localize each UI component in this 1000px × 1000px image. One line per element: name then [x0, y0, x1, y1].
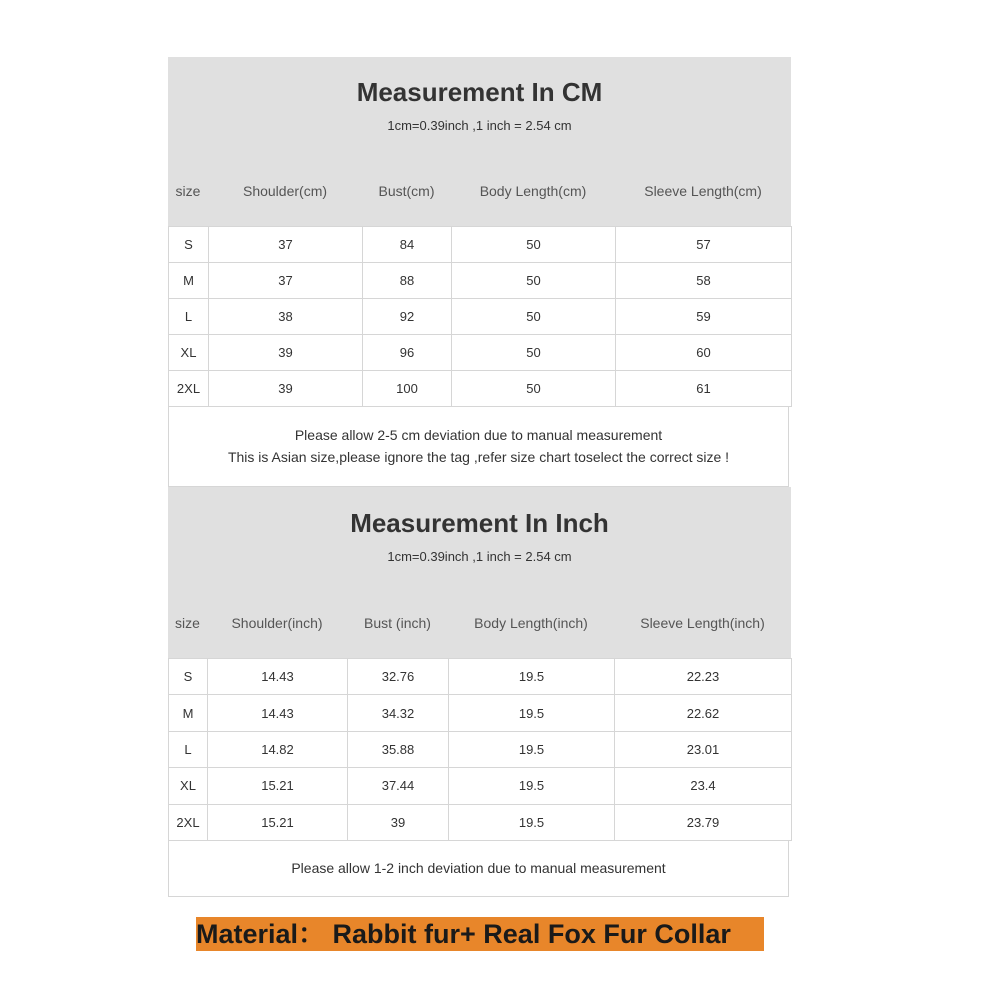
size-cell: M [169, 695, 208, 731]
inch-header-body-length: Body Length(inch) [474, 615, 588, 631]
size-cell: M [169, 263, 209, 299]
table-row [169, 804, 792, 840]
size-cell: 2XL [169, 371, 209, 407]
inch-conversion: 1cm=0.39inch ,1 inch = 2.54 cm [387, 549, 572, 564]
inch-size-table [168, 658, 792, 841]
table-row [169, 335, 792, 371]
table-cell: 39 [348, 804, 449, 840]
inch-header [168, 487, 791, 658]
cm-header-body-length: Body Length(cm) [479, 183, 587, 199]
table-cell: 19.5 [449, 731, 615, 767]
table-cell: 60 [616, 335, 792, 371]
table-cell: 38 [209, 299, 363, 335]
table-row [169, 768, 792, 804]
size-cell: L [169, 731, 208, 767]
table-cell: 50 [452, 335, 616, 371]
cm-note [168, 407, 789, 487]
size-cell: 2XL [169, 804, 208, 840]
asian-size-note: This is Asian size,please ignore the tag ,refer size chart toselect the correct size ! [227, 449, 730, 465]
inch-title: Measurement In Inch [350, 508, 609, 538]
table-cell: 19.5 [449, 695, 615, 731]
table-cell: 37 [209, 263, 363, 299]
table-row [169, 371, 792, 407]
cm-header [168, 57, 791, 226]
size-cell: S [169, 227, 209, 263]
cm-header-sleeve-length: Sleeve Length(cm) [644, 183, 762, 199]
inch-header-size: size [175, 615, 200, 631]
table-row [169, 263, 792, 299]
cm-header-shoulder: Shoulder(cm) [242, 183, 328, 199]
table-cell: 88 [363, 263, 452, 299]
table-row [169, 731, 792, 767]
size-cell: XL [169, 768, 208, 804]
cm-deviation-note: Please allow 2-5 cm deviation due to manual measurement [294, 427, 663, 443]
table-cell: 22.62 [615, 695, 792, 731]
table-cell: 34.32 [348, 695, 449, 731]
table-cell: 39 [209, 335, 363, 371]
inch-header-bust: Bust (inch) [364, 615, 431, 631]
table-cell: 84 [363, 227, 452, 263]
table-cell: 14.43 [208, 659, 348, 695]
inch-note [168, 841, 789, 897]
table-cell: 22.23 [615, 659, 792, 695]
table-cell: 50 [452, 227, 616, 263]
table-cell: 100 [363, 371, 452, 407]
table-cell: 23.79 [615, 804, 792, 840]
inch-header-shoulder: Shoulder(inch) [231, 615, 323, 631]
table-cell: 19.5 [449, 804, 615, 840]
size-cell: S [169, 659, 208, 695]
table-cell: 39 [209, 371, 363, 407]
table-cell: 23.01 [615, 731, 792, 767]
table-cell: 58 [616, 263, 792, 299]
table-cell: 19.5 [449, 768, 615, 804]
table-cell: 92 [363, 299, 452, 335]
table-row [169, 227, 792, 263]
cm-header-bust: Bust(cm) [378, 183, 435, 199]
table-cell: 19.5 [449, 659, 615, 695]
cm-header-size: size [175, 183, 201, 199]
inch-deviation-note: Please allow 1-2 inch deviation due to manual measurement [291, 860, 666, 876]
table-cell: 32.76 [348, 659, 449, 695]
table-cell: 15.21 [208, 768, 348, 804]
table-cell: 14.43 [208, 695, 348, 731]
inch-header-sleeve-length: Sleeve Length(inch) [640, 615, 765, 631]
size-cell: XL [169, 335, 209, 371]
cm-conversion: 1cm=0.39inch ,1 inch = 2.54 cm [387, 118, 572, 133]
table-cell: 35.88 [348, 731, 449, 767]
table-cell: 61 [616, 371, 792, 407]
table-cell: 50 [452, 371, 616, 407]
material-banner: Material： Rabbit fur+ Real Fox Fur Collar [196, 917, 764, 951]
table-cell: 14.82 [208, 731, 348, 767]
table-cell: 23.4 [615, 768, 792, 804]
cm-title: Measurement In CM [356, 77, 603, 107]
cm-size-table [168, 226, 792, 407]
size-cell: L [169, 299, 209, 335]
table-cell: 57 [616, 227, 792, 263]
table-cell: 50 [452, 299, 616, 335]
table-cell: 96 [363, 335, 452, 371]
table-row [169, 695, 792, 731]
table-cell: 37.44 [348, 768, 449, 804]
table-cell: 37 [209, 227, 363, 263]
table-cell: 59 [616, 299, 792, 335]
table-row [169, 659, 792, 695]
table-cell: 15.21 [208, 804, 348, 840]
table-row [169, 299, 792, 335]
table-cell: 50 [452, 263, 616, 299]
